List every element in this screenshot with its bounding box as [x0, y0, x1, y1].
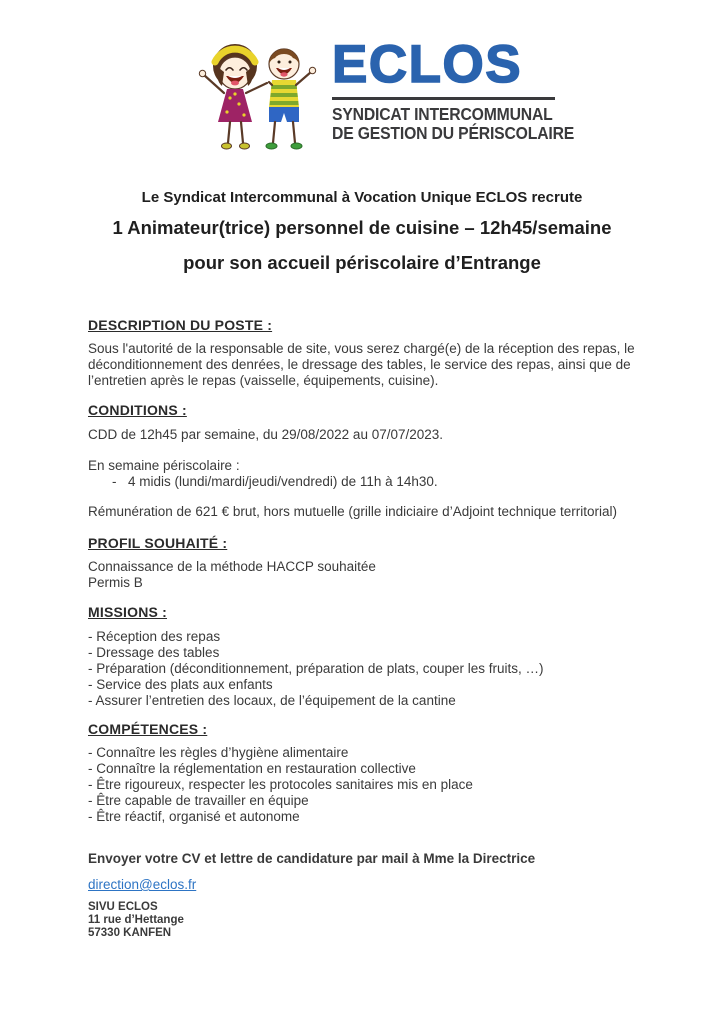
brand-subtitle-line1: SYNDICAT INTERCOMMUNAL [332, 104, 553, 124]
address-line2: 11 rue d’Hettange [88, 914, 184, 926]
brand-wordmark: ECLOS [332, 35, 523, 94]
recruit-title-line2: 1 Animateur(trice) personnel de cuisine – 12h45/semaine [112, 217, 612, 238]
conditions-bullet [88, 474, 664, 490]
competences-list [88, 745, 640, 825]
bullet-text: 4 midis (lundi/mardi/jeudi/vendredi) de 11h à 14h30. [128, 474, 438, 489]
list-item: - Dressage des tables [88, 645, 220, 660]
address-line1: SIVU ECLOS [88, 901, 158, 913]
email-link[interactable]: direction@eclos.fr [88, 877, 197, 892]
list-item: - Connaître la réglementation en restauration collective [88, 761, 416, 776]
brand-divider [332, 97, 555, 100]
brand-subtitle-line2: DE GESTION DU PÉRISCOLAIRE [332, 123, 575, 143]
conditions-cdd: CDD de 12h45 par semaine, du 29/08/2022 au 07/07/2023. [88, 427, 444, 442]
section-heading-missions: MISSIONS : [88, 604, 168, 620]
list-item: - Être réactif, organisé et autonome [88, 809, 300, 824]
logo [183, 22, 323, 159]
bullet-dash: - [112, 474, 117, 489]
profil-line1: Connaissance de la méthode HACCP souhaitée [88, 559, 376, 574]
list-item: - Connaître les règles d’hygiène alimentaire [88, 745, 349, 760]
children-holding-hands-icon [183, 141, 323, 158]
list-item: - Être rigoureux, respecter les protocoles sanitaires mis en place [88, 777, 473, 792]
list-item: - Service des plats aux enfants [88, 677, 273, 692]
recruit-title-line3: pour son accueil périscolaire d’Entrange [183, 252, 541, 273]
section-heading-competences: COMPÉTENCES : [88, 721, 208, 737]
description-paragraph: Sous l'autorité de la responsable de site, vous serez chargé(e) de la réception des repas, le déconditionnement des denrées, le dressage des tables, le service des repas, ainsi que de l’entretien après le repas (vaisselle, équipements, cuisine). [88, 341, 635, 388]
brand-block [332, 35, 601, 143]
section-heading-description: DESCRIPTION DU POSTE : [88, 317, 273, 333]
address-block [88, 901, 640, 940]
apply-instruction: Envoyer votre CV et lettre de candidature par mail à Mme la Directrice [88, 851, 536, 866]
conditions-week-intro: En semaine périscolaire : [88, 458, 240, 473]
recruit-title-line1: Le Syndicat Intercommunal à Vocation Unique ECLOS recrute [141, 189, 583, 206]
profil-line2: Permis B [88, 575, 143, 590]
section-heading-profil: PROFIL SOUHAITÉ : [88, 535, 228, 551]
list-item: - Réception des repas [88, 629, 221, 644]
section-heading-conditions: CONDITIONS : [88, 402, 187, 418]
list-item: - Préparation (déconditionnement, préparation de plats, couper les fruits, …) [88, 661, 544, 676]
conditions-remuneration: Rémunération de 621 € brut, hors mutuelle (grille indiciaire d’Adjoint technique territorial) [88, 504, 618, 519]
list-item: - Assurer l’entretien des locaux, de l’équipement de la cantine [88, 693, 456, 708]
missions-list [88, 629, 640, 709]
list-item: - Être capable de travailler en équipe [88, 793, 309, 808]
address-line3: 57330 KANFEN [88, 927, 172, 939]
